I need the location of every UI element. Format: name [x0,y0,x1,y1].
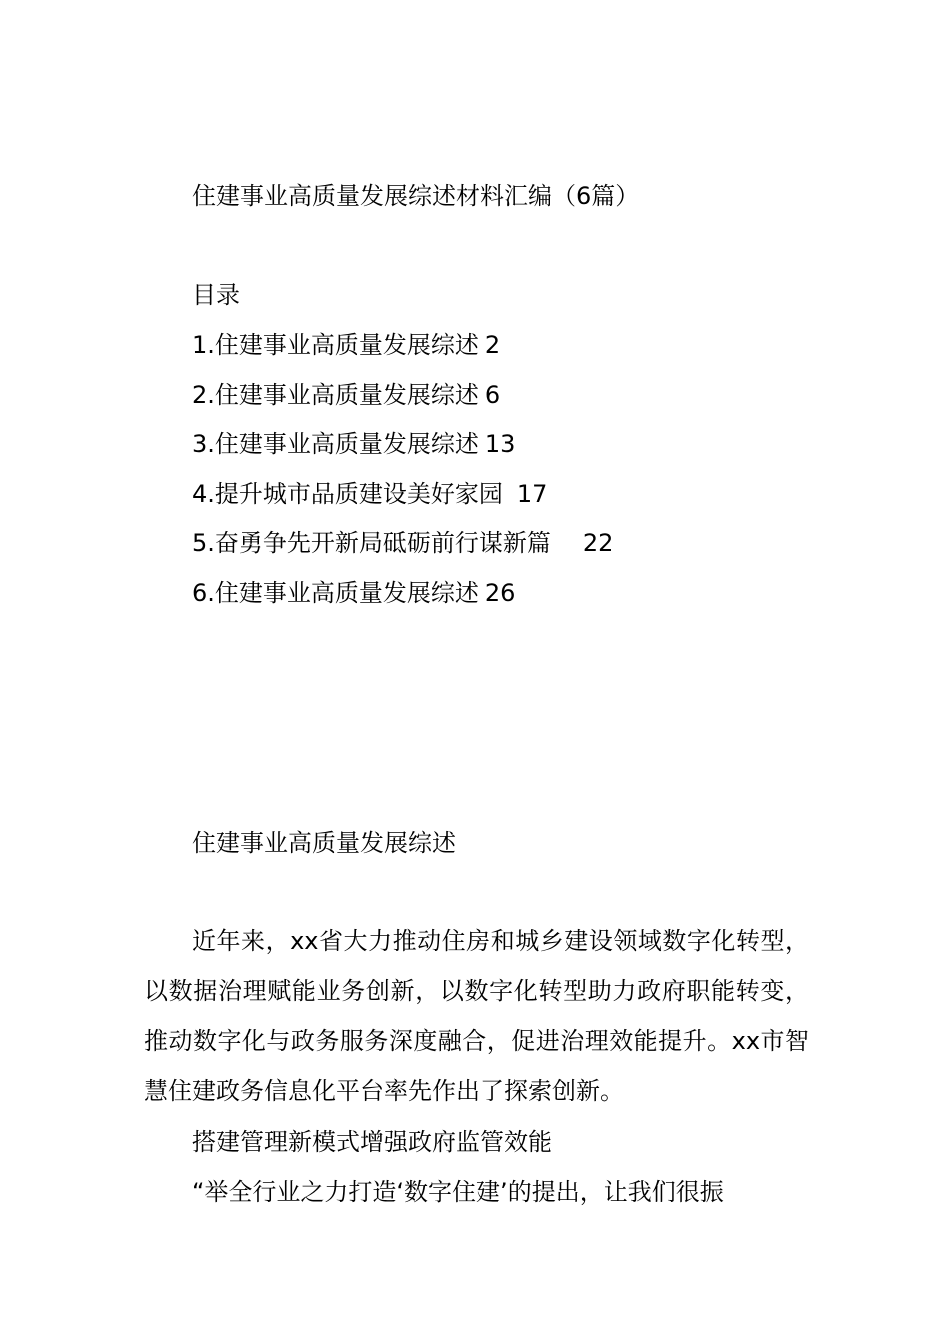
toc-item-page: 17 [516,480,548,508]
toc-item[interactable] [192,478,547,510]
toc-item[interactable] [192,428,515,460]
subheading: 搭建管理新模式增强政府监管效能 [192,1128,552,1156]
document-title: 住建事业高质量发展综述材料汇编（6篇） [192,182,640,210]
toc-item-label: 3.住建事业高质量发展综述 [192,430,479,458]
toc-item[interactable] [192,577,515,609]
body-paragraph: 近年来，xx省大力推动住房和城乡建设领域数字化转型，以数据治理赋能业务创新，以数字化转型助力政府职能转变，推动数字化与政务服务深度融合，促进治理效能提升。xx市智慧住建政务信息化平台率先作出了探索创新。 [144,927,809,1105]
toc-item[interactable] [192,379,500,411]
toc-heading: 目录 [192,281,240,309]
quote-paragraph-start: “举全行业之力打造‘数字住建’的提出，让我们很振 [192,1178,724,1206]
toc-item-label: 1.住建事业高质量发展综述 [192,331,479,359]
toc-item-page: 6 [484,381,501,409]
toc-item-page: 2 [484,331,501,359]
toc-item-label: 5.奋勇争先开新局砥砺前行谋新篇 [192,529,551,557]
toc-item-page: 13 [484,430,516,458]
toc-item-label: 6.住建事业高质量发展综述 [192,579,479,607]
toc-item[interactable] [192,329,500,361]
toc-item-label: 2.住建事业高质量发展综述 [192,381,479,409]
toc-item-label: 4.提升城市品质建设美好家园 [192,480,503,508]
section-title: 住建事业高质量发展综述 [192,829,456,857]
toc-item-page: 26 [484,579,516,607]
toc-item-page: 22 [582,529,614,557]
toc-item[interactable] [192,527,613,559]
